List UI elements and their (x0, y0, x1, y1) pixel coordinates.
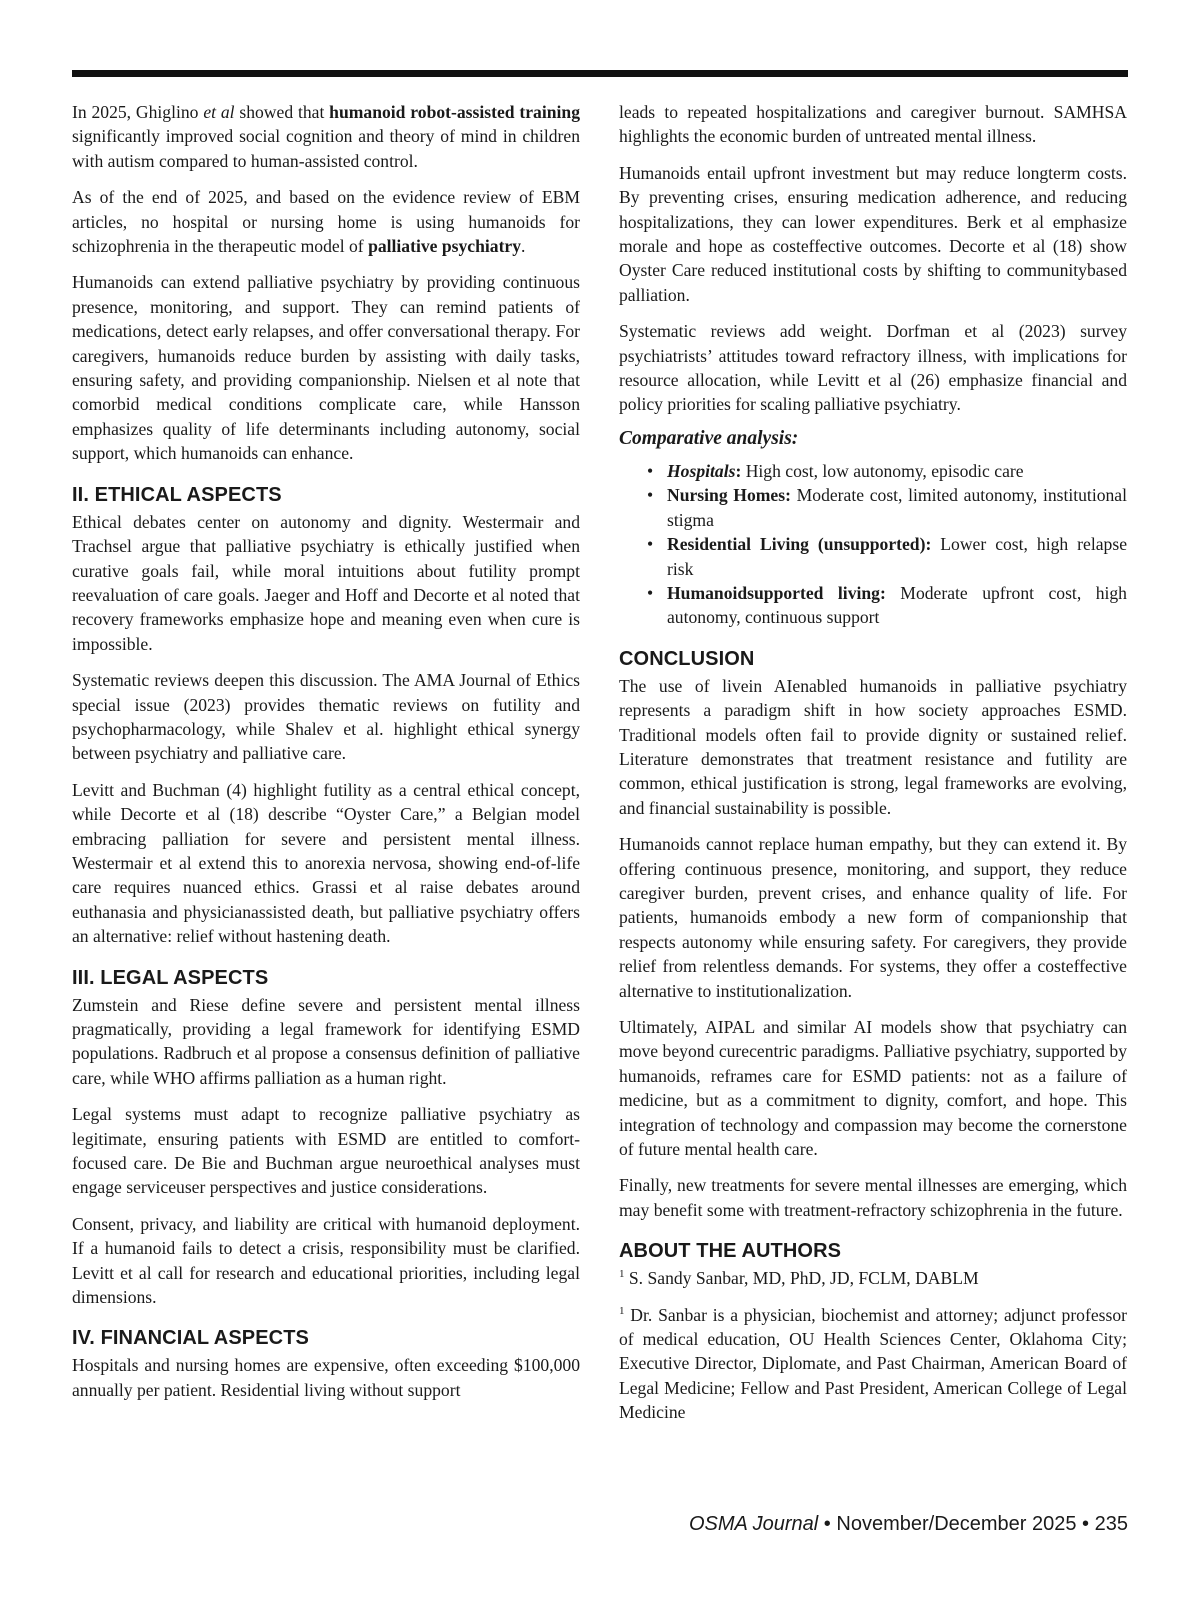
heading-comparative-analysis: Comparative analysis: (619, 427, 799, 449)
paragraph-ethical-3: Levitt and Buchman (4) highlight futility as a central ethical concept, while Decorte et al (18) describe “Oyster Care,” a Belgian model embracing palliation for severe and persistent mental illness. Westermair et al extend this to anorexia nervosa, showing end-of-life care requires nuanced ethics. Grassi et al raise debates around euthanasia and physicianassisted death, but palliative psychiatry offers an alternative: relief without hastening death. (72, 779, 580, 947)
list-item: • Humanoidsupported living: Moderate upfront cost, high autonomy, continuous support (647, 582, 1127, 628)
paragraph-financial-1: Hospitals and nursing homes are expensive, often exceeding $100,000 annually per patient. Residential living without support (72, 1355, 580, 1400)
author-bio: $^1$ Dr. Sanbar is a physician, biochemist and attorney; adjunct professor of medical education, OU Health Sciences Center, Oklahoma City; Executive Director, Diplomate, and Past Chairman, American Board of Legal Medicine; Fellow and Past President, American College of Legal Medicine (619, 1304, 1127, 1423)
right-column (619, 100, 1127, 1425)
bullet-icon: • (647, 460, 654, 481)
heading-legal-aspects: III. LEGAL ASPECTS (72, 966, 269, 989)
issue-date: November/December 2025 (836, 1513, 1077, 1535)
journal-name: OSMA Journal (688, 1513, 819, 1535)
left-column (72, 100, 580, 1402)
list-item: • Nursing Homes: Moderate cost, limited autonomy, institutional stigma (647, 485, 1128, 530)
heading-about-authors: ABOUT THE AUTHORS (619, 1240, 842, 1263)
paragraph-conclusion-4: Finally, new treatments for severe mental illnesses are emerging, which may benefit some with treatment-refractory schizophrenia in the future. (619, 1175, 1127, 1220)
bullet-icon: • (647, 485, 654, 506)
paragraph-ghiglino: In 2025, Ghiglino et al showed that humanoid robot-assisted training significantly improved social cognition and theory of mind in children with autism compared to human-assisted control. (72, 102, 580, 171)
page-number: 235 (1094, 1513, 1128, 1535)
paragraph-ethical-1: Ethical debates center on autonomy and dignity. Westermair and Trachsel argue that palliative psychiatry is ethically justified when curative goals fail, while moral intuitions about futility prompt reevaluation of care goals. Jaeger and Hoff and Decorte et al noted that recovery frameworks emphasize hope and meaning even when cure is impossible. (72, 511, 580, 654)
paragraph-legal-1: Zumstein and Riese define severe and persistent mental illness pragmatically, providing a legal framework for identifying ESMD populations. Radbruch et al propose a consensus definition of palliative care, while WHO affirms palliation as a human right. (72, 994, 580, 1088)
paragraph-evidence-review: As of the end of 2025, and based on the evidence review of EBM articles, no hospital or nursing home is using humanoids for schizophrenia in the therapeutic model of palliative psychiatry. (72, 187, 580, 257)
paragraph-ethical-2: Systematic reviews deepen this discussion. The AMA Journal of Ethics special issue (2023) provides thematic reviews on futility and psychopharmacology, while Shalev et al. highlight ethical synergy between psychiatry and palliative care. (72, 670, 580, 764)
paragraph-humanoids-extend: Humanoids can extend palliative psychiatry by providing continuous presence, monitoring, and support. They can remind patients of medications, detect early relapses, and offer conversational therapy. For caregivers, humanoids reduce burden by assisting with daily tasks, ensuring safety, and providing companionship. Nielsen et al note that comorbid medical conditions complicate care, while Hansson emphasizes quality of life determinants including autonomy, social support, which humanoids can enhance. (72, 272, 580, 464)
paragraph-legal-2: Legal systems must adapt to recognize palliative psychiatry as legitimate, ensuring patients with ESMD are entitled to comfort-focused care. De Bie and Buchman argue neuroethical analyses must engage serviceuser perspectives and justice considerations. (72, 1104, 580, 1198)
heading-ethical-aspects: II. ETHICAL ASPECTS (72, 483, 282, 506)
heading-financial-aspects: IV. FINANCIAL ASPECTS (72, 1327, 309, 1350)
paragraph-legal-3: Consent, privacy, and liability are critical with humanoid deployment. If a humanoid fails to detect a crisis, responsibility must be clarified. Levitt et al call for research and educational priorities, including legal dimensions. (72, 1213, 580, 1308)
paragraph-conclusion-1: The use of livein AIenabled humanoids in palliative psychiatry represents a paradigm shift in how society approaches ESMD. Traditional models often fail to provide dignity or sustained relief. Literature demonstrates that treatment resistance and futility are common, ethical justification is strong, legal frameworks are evolving, and financial sustainability is possible. (619, 675, 1127, 818)
author-name: $^1$ S. Sandy Sanbar, MD, PhD, JD, FCLM, DABLM (619, 1268, 979, 1289)
list-item: • Hospitals: High cost, low autonomy, episodic care (647, 459, 1127, 483)
paragraph-conclusion-2: Humanoids cannot replace human empathy, but they can extend it. By offering continuous presence, monitoring, and support, they reduce caregiver burden, prevent crises, and enhance quality of life. For patients, humanoids embody a new form of companionship that respects autonomy while ensuring safety. For caregivers, they provide relief from relentless demands. For systems, they offer a costeffective alternative to institutionalization. (619, 834, 1127, 1001)
comparative-list (619, 459, 1127, 630)
heading-conclusion: CONCLUSION (619, 647, 755, 670)
paragraph-financial-3: Systematic reviews add weight. Dorfman et al (2023) survey psychiatrists’ attitudes toward refractory illness, with implications for resource allocation, while Levitt et al (26) emphasize financial and policy priorities for scaling palliative psychiatry. (619, 321, 1127, 415)
paragraph-financial-continued: leads to repeated hospitalizations and caregiver burnout. SAMHSA highlights the economic burden of untreated mental illness. (619, 102, 1127, 147)
bullet-icon: • (647, 582, 654, 603)
paragraph-financial-2: Humanoids entail upfront investment but may reduce longterm costs. By preventing crises, ensuring medication adherence, and reducing hospitalizations, they can lower expenditures. Berk et al emphasize morale and hope as costeffective outcomes. Decorte et al (18) show Oyster Care reduced institutional costs by shifting to communitybased palliation. (619, 162, 1127, 305)
paragraph-conclusion-3: Ultimately, AIPAL and similar AI models show that psychiatry can move beyond curecentric paradigms. Palliative psychiatry, supported by humanoids, reframes care for ESMD patients: not as a failure of medicine, but as a commitment to dignity, comfort, and hope. This integration of technology and compassion may become the cornerstone of future mental health care. (619, 1017, 1127, 1160)
list-item: • Residential Living (unsupported): Lower cost, high relapse risk (647, 534, 1127, 579)
bullet-icon: • (647, 534, 654, 555)
page-footer: OSMA Journal • November/December 2025 • 235 (688, 1513, 1128, 1535)
top-rule (72, 70, 1128, 77)
